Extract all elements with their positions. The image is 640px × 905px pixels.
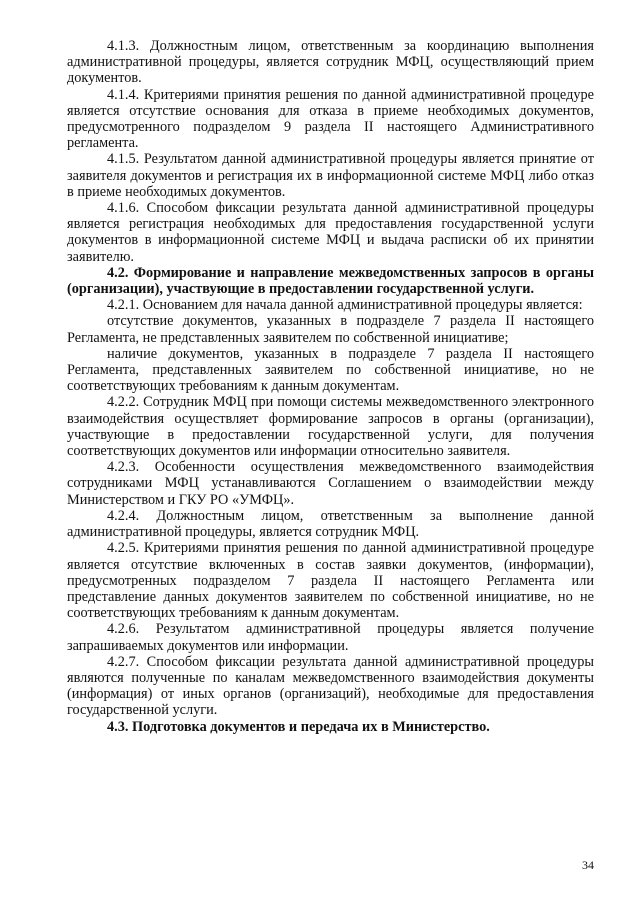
paragraph-4-2-6: 4.2.6. Результатом административной процедуры является получение запрашиваемых документов или информации. xyxy=(67,621,594,654)
paragraph-4-1-4: 4.1.4. Критериями принятия решения по данной административной процедуре является отсутствие основания для отказа в приеме необходимых документов, предусмотренного подразделом 9 раздела II настоящего Административного регламента. xyxy=(67,86,594,152)
section-heading-4-2: 4.2. Формирование и направление межведомственных запросов в органы (организации), участвующие в предоставлении государственной услуги. xyxy=(67,264,594,298)
paragraph-4-2-2: 4.2.2. Сотрудник МФЦ при помощи системы межведомственного электронного взаимодействия осуществляет формирование запросов в органы (организации), участвующие в предоставлении государственной услуги, для получения соответствующих документов или информации относительно заявителя. xyxy=(67,394,594,460)
paragraph-4-2-4: 4.2.4. Должностным лицом, ответственным за выполнение данной административной процедуры, является сотрудник МФЦ. xyxy=(67,507,594,541)
page-number: 34 xyxy=(582,858,594,872)
list-item-presence: наличие документов, указанных в подразделе 7 раздела II настоящего Регламента, представленных заявителем по собственной инициативе, но не соответствующих требованиям к данным документам. xyxy=(67,345,594,395)
paragraph-4-2-1: 4.2.1. Основанием для начала данной административной процедуры является: xyxy=(107,297,583,314)
paragraph-4-1-5: 4.1.5. Результатом данной административной процедуры является принятие от заявителя документов и регистрация их в информационной системе МФЦ либо отказ в приеме необходимых документов. xyxy=(67,151,594,200)
paragraph-4-1-6: 4.1.6. Способом фиксации результата данной административной процедуры является регистрация необходимых для предоставления государственной услуги документов в информационной системе МФЦ и выдача расписки об их принятии заявителю. xyxy=(67,200,594,265)
paragraph-4-2-5: 4.2.5. Критериями принятия решения по данной административной процедуре является отсутствие включенных в состав заявки документов, (информации), предусмотренных подразделом 7 раздела II настоящего Регламента или представление данных документов заявителем по собственной инициативе, но не соответствующих требованиям к данным документам. xyxy=(67,540,594,622)
paragraph-4-2-3: 4.2.3. Особенности осуществления межведомственного взаимодействия сотрудниками МФЦ устанавливаются Соглашением о взаимодействии между Министерством и ГКУ РО «УМФЦ». xyxy=(67,459,594,508)
paragraph-4-2-7: 4.2.7. Способом фиксации результата данной административной процедуры являются полученные по каналам межведомственного взаимодействия документы (информация) от иных органов (организаций), необходимые для предоставления государственной услуги. xyxy=(67,653,594,719)
section-heading-4-3: 4.3. Подготовка документов и передача их в Министерство. xyxy=(107,718,490,735)
paragraph-4-1-3: 4.1.3. Должностным лицом, ответственным за координацию выполнения административной процедуры, является сотрудник МФЦ, осуществляющий прием документов. xyxy=(67,38,594,87)
list-item-absence: отсутствие документов, указанных в подразделе 7 раздела II настоящего Регламента, не представленных заявителем по собственной инициативе; xyxy=(67,313,594,346)
